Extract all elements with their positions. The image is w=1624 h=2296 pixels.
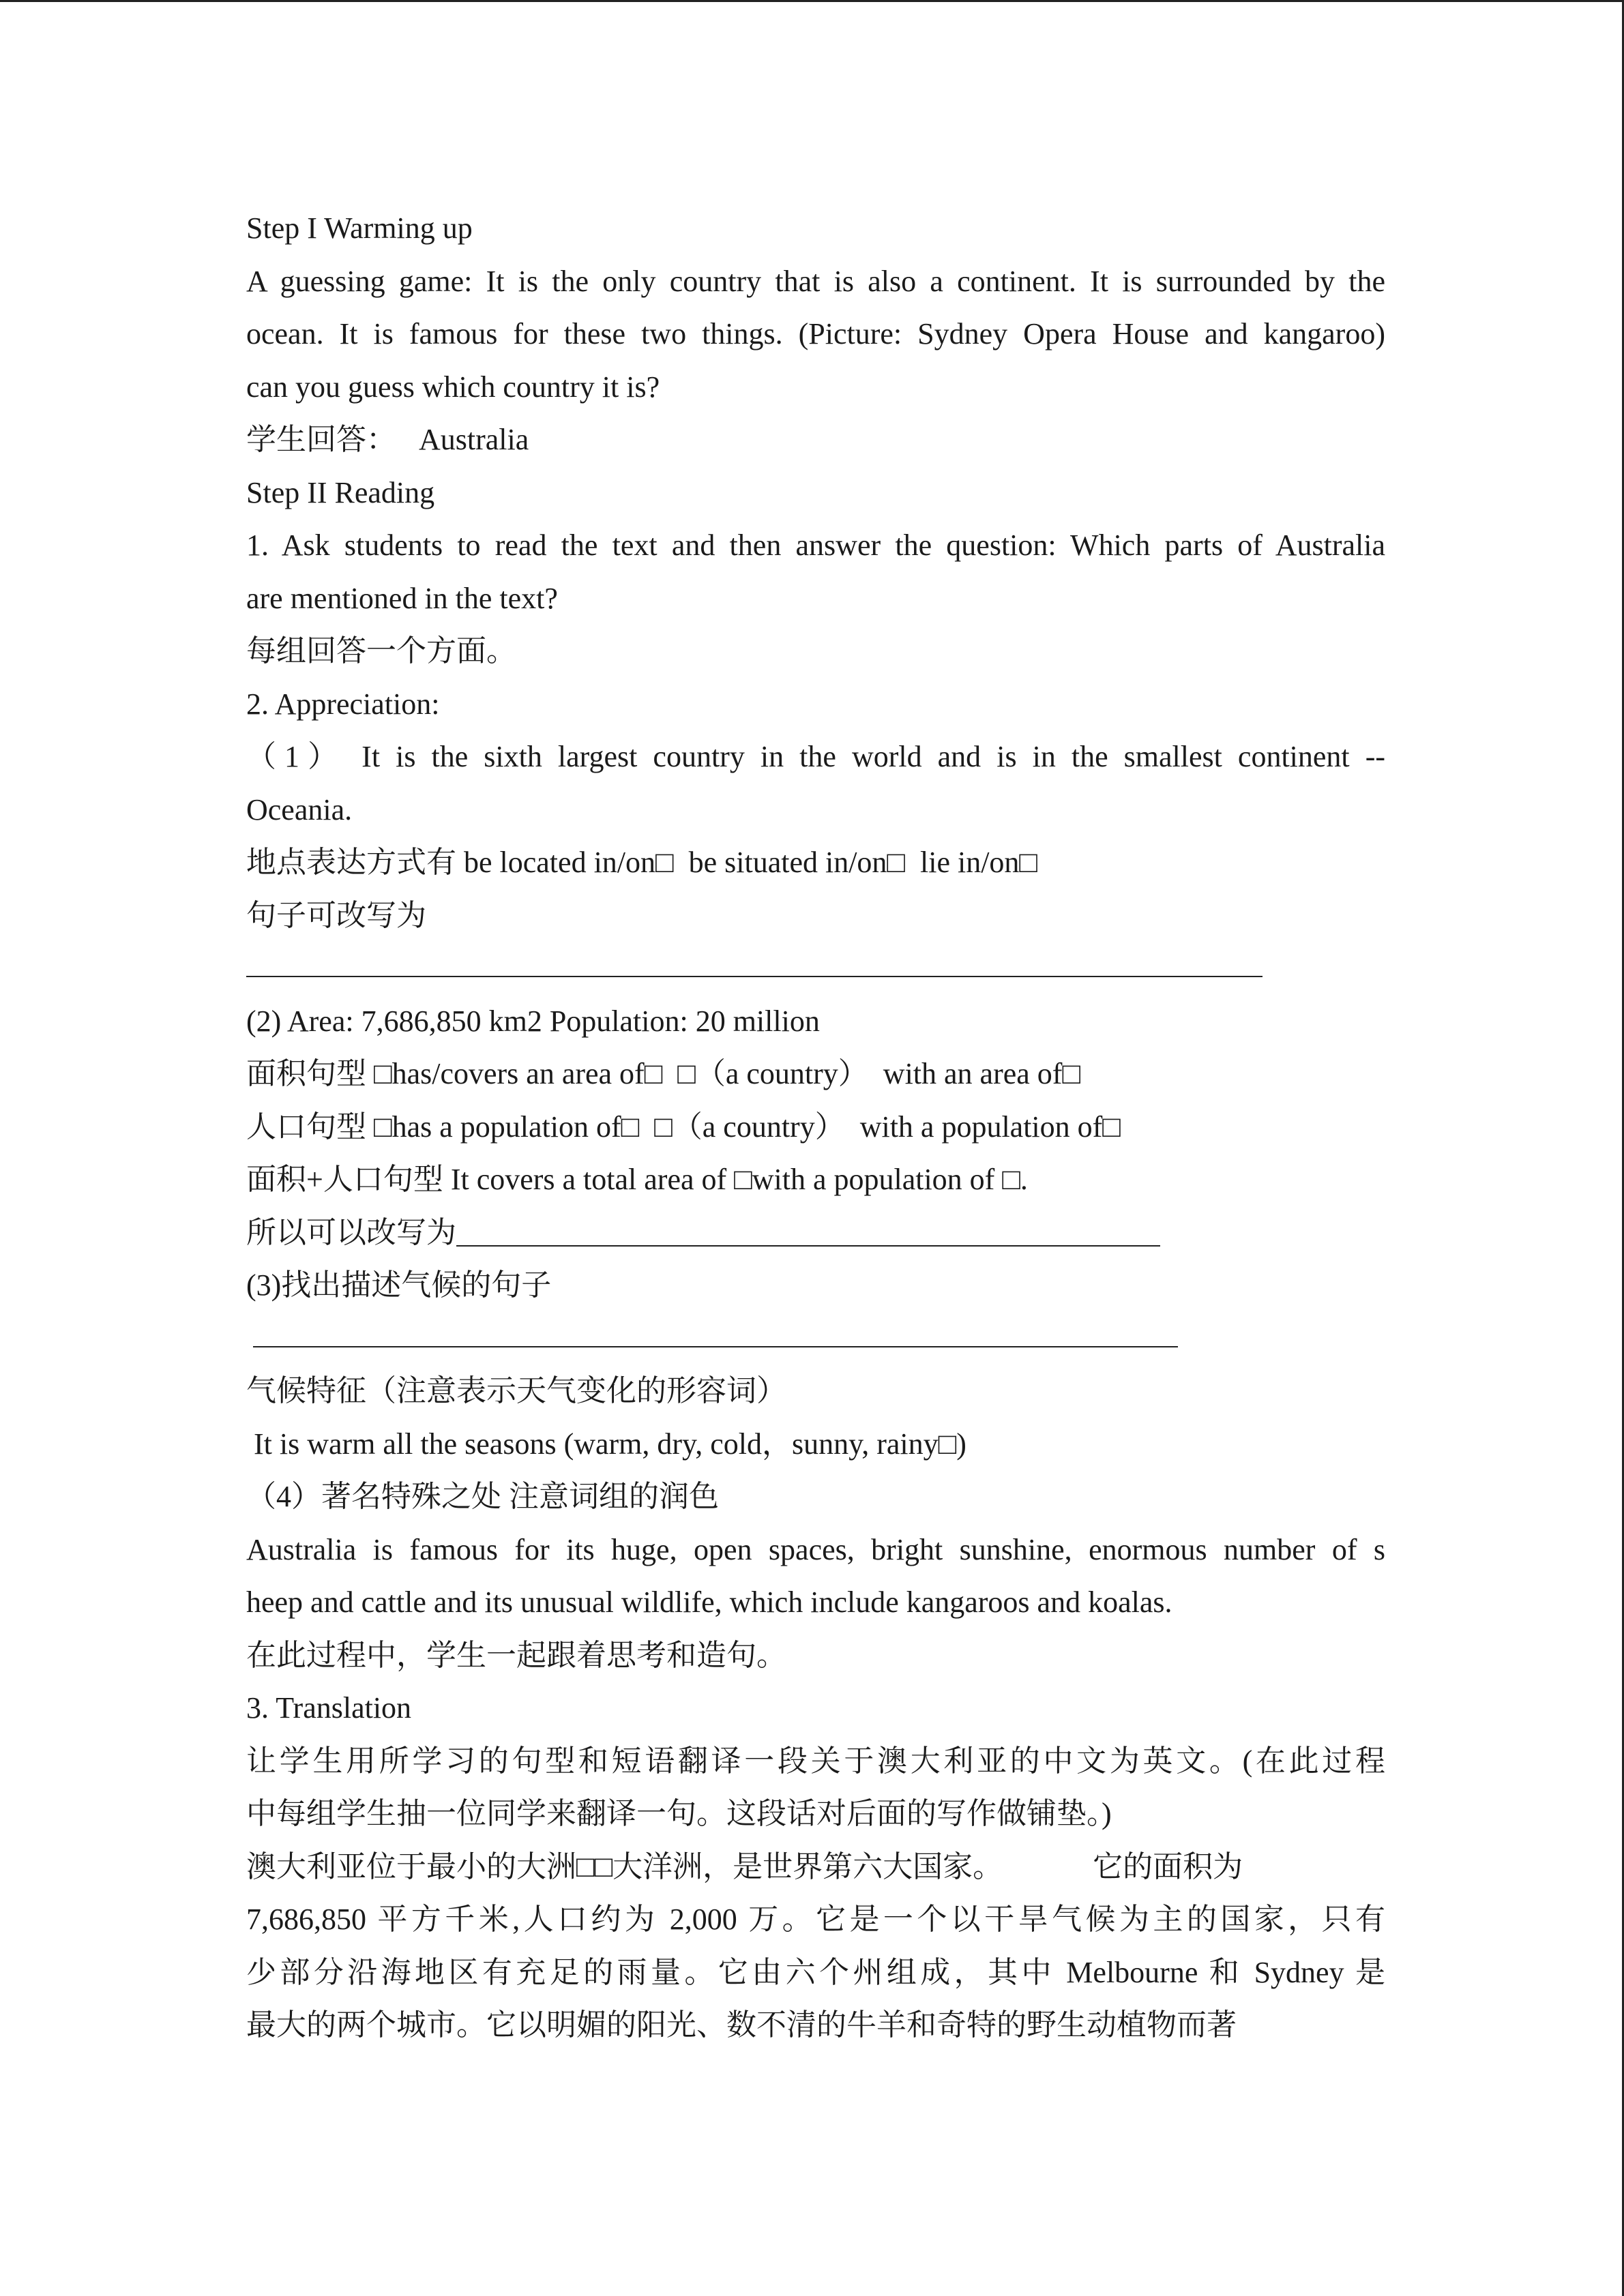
paragraph-line: are mentioned in the text? <box>246 581 558 615</box>
step1-heading: Step I Warming up <box>246 211 473 245</box>
rewrite-label: 所以可以改写为 <box>246 1215 456 1249</box>
section-heading: 3. Translation <box>246 1691 412 1725</box>
paragraph-line: 让学生用所学习的句型和短语翻译一段关于澳大利亚的中文为英文。(在此过程 <box>246 1744 1385 1778</box>
paragraph-line: 中每组学生抽一位同学来翻译一句。这段话对后面的写作做铺垫。) <box>246 1797 1112 1830</box>
paragraph-line: 1. Ask students to read the text and then answer the question: Which parts of Australia <box>246 528 1385 562</box>
answer-blank <box>246 942 1385 995</box>
rewrite-line <box>246 1206 1385 1259</box>
section-heading: 2. Appreciation: <box>246 687 440 721</box>
paragraph-line: 面积+人口句型 It covers a total area of □with a population of □. <box>246 1163 1028 1196</box>
step2-heading: Step II Reading <box>246 475 435 509</box>
answer-blank <box>246 1312 1385 1365</box>
paragraph-line: can you guess which country it is? <box>246 370 660 404</box>
paragraph-line: （1） It is the sixth largest country in the world and is in the smallest continent -- <box>246 740 1385 773</box>
paragraph-line: 最大的两个城市。它以明媚的阳光、数不清的牛羊和奇特的野生动植物而著 <box>246 2008 1237 2042</box>
paragraph-line: heep and cattle and its unusual wildlife, which include kangaroos and koalas. <box>246 1585 1172 1619</box>
paragraph-line: 气候特征（注意表示天气变化的形容词） <box>246 1374 786 1407</box>
answer-underline <box>456 1245 1160 1247</box>
paragraph-line: 在此过程中，学生一起跟着思考和造句。 <box>246 1638 786 1672</box>
paragraph-line: 少部分沿海地区有充足的雨量。它由六个州组成，其中 Melbourne 和 Sydney 是 <box>246 1955 1385 1989</box>
paragraph-line: (2) Area: 7,686,850 km2 Population: 20 million <box>246 1004 820 1038</box>
paragraph-line: 澳大利亚位于最小的大洲□□大洋洲，是世界第六大国家。 它的面积为 <box>246 1849 1243 1883</box>
paragraph-line: 句子可改写为 <box>246 898 426 932</box>
paragraph-line: A guessing game: It is the only country that is also a continent. It is surrounded by the <box>246 264 1385 298</box>
answer-underline <box>253 1346 1178 1347</box>
paragraph-line: ocean. It is famous for these two things. (Picture: Sydney Opera House and kangaroo) <box>246 317 1385 351</box>
paragraph-line: 地点表达方式有 be located in/on□ be situated in/on□ lie in/on□ <box>246 846 1038 879</box>
student-answer: 学生回答： Australia <box>246 423 529 456</box>
document-body <box>246 202 1385 2052</box>
paragraph-line: (3)找出描述气候的句子 <box>246 1268 552 1302</box>
paragraph-line: 每组回答一个方面。 <box>246 634 516 668</box>
paragraph-line: 人口句型 □has a population of□ □（a country） with a population of□ <box>246 1109 1121 1144</box>
paragraph-line: Australia is famous for its huge, open spaces, bright sunshine, enormous number of s <box>246 1532 1385 1566</box>
paragraph-line: It is warm all the seasons (warm, dry, cold，sunny, rainy□) <box>246 1427 966 1461</box>
paragraph-line: 7,686,850 平方千米,人口约为 2,000 万。它是一个以干旱气候为主的国家，只有 <box>246 1903 1385 1936</box>
answer-underline <box>246 976 1263 977</box>
page-top-border <box>0 0 1624 2</box>
paragraph-line: （4）著名特殊之处 注意词组的润色 <box>246 1480 719 1513</box>
paragraph-line: Oceania. <box>246 792 353 826</box>
paragraph-line: 面积句型 □has/covers an area of□ □（a country） with an area of□ <box>246 1057 1081 1090</box>
